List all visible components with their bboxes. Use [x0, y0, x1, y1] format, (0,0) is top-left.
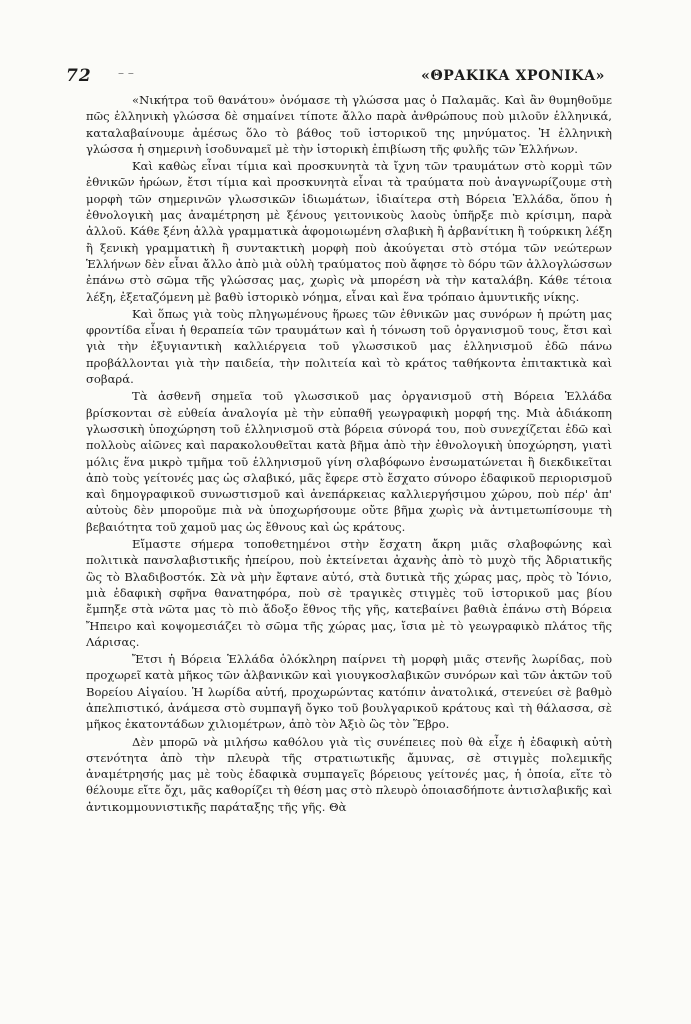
paragraph: Τὰ ἀσθενῆ σημεῖα τοῦ γλωσσικοῦ μας ὀργανισμοῦ στὴ Βόρεια Ἑλλάδα βρίσκονται σὲ εὐθεία ἀναλογία μὲ τὴν εὐπαθῆ γεωγραφικὴ μορφή της. Μιὰ ἀδιάκοπη γλωσσικὴ ὑποχώρηση τοῦ ἑλληνισμοῦ στὰ βόρεια σύνορά του, ποὺ συνεχίζεται ἐδῶ καὶ πολλοὺς αἰῶνες καὶ παρακολουθεῖται κατὰ βῆμα ἀπὸ τὴν ἐθνολογικὴ ὑποχώρηση, γιατὶ μόλις ἕνα μικρὸ τμῆμα τοῦ ἑλληνισμοῦ γίνη σλαβόφωνο ἐνσωματώνεται ἢ διεκδικεῖται ἀπὸ τοὺς γείτονές μας ὡς σλαβικό, μᾶς ἔφερε στὸ ἔσχατο σύνορο ἐδαφικοῦ περιορισμοῦ καὶ δημογραφικοῦ συνωστισμοῦ καὶ ἀνεπάρκειας καλλιεργήσιμου χώρου, ποὺ πέρ' ἀπ' αὐτοὺς δὲν μποροῦμε πιὰ νὰ ὑποχωρήσουμε οὔτε βῆμα χωρὶς νὰ ἀντιμετωπίσουμε τὴ βεβαιότητα τοῦ χαμοῦ μας ὡς ἔθνους καὶ ὡς κράτους.	[86, 389, 612, 534]
page-header	[66, 66, 605, 88]
paragraph: Δὲν μπορῶ νὰ μιλήσω καθόλου γιὰ τὶς συνέπειες ποὺ θὰ εἶχε ἡ ἐδαφικὴ αὐτὴ στενότητα ἀπὸ τὴν πλευρὰ τῆς στρατιωτικῆς ἄμυνας, σὲ στιγμὲς πολεμικῆς ἀναμέτρησής μας μὲ τοὺς ἐδαφικὰ συμπαγεῖς βόρειους γείτονές μας, ἡ ὁποία, εἴτε τὸ θέλουμε εἴτε ὄχι, μᾶς καθορίζει τὴ θέση μας στὸ πλευρὸ ὁποιασδήποτε ἀντισλαβικῆς καὶ ἀντικομμουνιστικῆς παράταξης τῆς γῆς. Θὰ	[86, 734, 612, 814]
paragraph: Καὶ καθὼς εἶναι τίμια καὶ προσκυνητὰ τὰ ἴχνη τῶν τραυμάτων στὸ κορμὶ τῶν ἐθνικῶν ἡρώων, ἔτσι τίμια καὶ προσκυνητὰ εἶναι τὰ τραύματα ποὺ ἀναγνωρίζουμε στὴ μορφὴ τῶν σημερινῶν γλωσσικῶν ἰδιωμάτων, ἰδιαίτερα στὴ Βόρεια Ἑλλάδα, ὅπου ἡ ἐθνολογικὴ μας ἀναμέτρηση μὲ ξένους γειτονικοὺς λαοὺς ὑπῆρξε πιὸ κρίσιμη, παρὰ ἀλλοῦ. Κάθε ξένη ἀλλὰ γραμματικὰ ἀφομοιωμένη σλαβικὴ ἢ ἀρβανίτικη ἢ τούρκικη λέξη ἢ ξενικὴ γραμματικὴ ἢ συντακτικὴ μορφὴ ποὺ ἀκούγεται στὸ στόμα τῶν νεώτερων Ἑλλήνων δὲν εἶναι ἄλλο ἀπὸ μιὰ οὐλὴ τραύματος ποὺ ἄφησε τὸ δόρυ τῶν ἀλλογλώσσων ἐπάνω στὸ σῶμα τῆς γλώσσας μας, χωρὶς νὰ μπορέση νὰ τὴν καταλάβη. Κάθε τέτοια λέξη, ἐξεταζόμενη μὲ βαθὺ ἱστορικὸ νόημα, εἶναι καὶ ἕνα τρόπαιο ἀμυντικῆς νίκης.	[86, 159, 612, 304]
paragraph: Καὶ ὅπως γιὰ τοὺς πληγωμένους ἥρωες τῶν ἐθνικῶν μας συνόρων ἡ πρώτη μας φροντίδα εἶναι ἡ θεραπεία τῶν τραυμάτων καὶ ἡ τόνωση τοῦ ὀργανισμοῦ τους, ἔτσι καὶ γιὰ τὴν ἐξυγιαντικὴ καλλιέργεια τοῦ γλωσσικοῦ μας ἑλληνισμοῦ ἐδῶ πάνω προβάλλονται γιὰ τὴν παιδεία, τὴν πολιτεία καὶ τὸ κράτος ταθήκοντα ἐπιτακτικὰ καὶ σοβαρά.	[86, 306, 612, 387]
page-number: 72	[66, 66, 92, 86]
paragraph: «Νικήτρα τοῦ θανάτου» ὀνόμασε τὴ γλώσσα μας ὁ Παλαμᾶς. Καὶ ἂν θυμηθοῦμε πῶς ἑλληνικὴ γλώσσα δὲ σημαίνει τίποτε ἄλλο παρὰ ἀνθρώπους ποὺ μιλοῦν ἑλληνικά, καταλαβαίνουμε ἀμέσως ὅλο τὸ βάθος τοῦ ἱστορικοῦ της μηνύματος. Ἡ ἑλληνικὴ γλώσσα ἡ σημερινὴ ἰσοδυναμεῖ μὲ τὴν ἱστορικὴ ἐπιβίωση τῆς φυλῆς τῶν Ἑλλήνων.	[86, 93, 612, 156]
paragraph: Εἴμαστε σήμερα τοποθετημένοι στὴν ἔσχατη ἄκρη μιᾶς σλαβοφώνης καὶ πολιτικὰ πανσλαβιστικῆς ἠπείρου, ποὺ ἐκτείνεται ἀχανὴς ἀπὸ τὸ μυχὸ τῆς Ἀδριατικῆς ὣς τὸ Βλαδιβοστόκ. Σὰ νὰ μὴν ἔφτανε αὐτό, στὰ δυτικὰ τῆς χώρας μας, πρὸς τὸ Ἰόνιο, μιὰ ἐδαφικὴ σφῆνα θανατηφόρα, ποὺ σὲ τραγικὲς στιγμὲς τοῦ ἱστορικοῦ μας βίου ἔμπηξε στὰ νῶτα μας τὸ πιὸ ἄδοξο ἔθνος τῆς γῆς, κατεβαίνει βαθιὰ ἐπάνω στὴ Βόρεια Ἤπειρο καὶ κοψομεσιάζει τὸ σῶμα τῆς χώρας μας, ἴσια μὲ τὸ γεωγραφικὸ πλάτος τῆς Λάρισας.	[86, 537, 612, 649]
header-dash-mark: – –	[118, 66, 134, 80]
paragraph: Ἔτσι ἡ Βόρεια Ἑλλάδα ὁλόκληρη παίρνει τὴ μορφὴ μιᾶς στενῆς λωρίδας, ποὺ προχωρεῖ κατὰ μῆκος τῶν ἀλβανικῶν καὶ γιουγκοσλαβικῶν συνόρων καὶ τῶν ἀκτῶν τοῦ Βορείου Αἰγαίου. Ἡ λωρίδα αὐτή, προχωρώντας κατόπιν ἀνατολικά, στενεύει σὲ βαθμὸ ἀπελπιστικό, ἀνάμεσα στὸ συμπαγῆ ὄγκο τοῦ βουλγαρικοῦ κράτους καὶ τὴ θάλασσα, σὲ μῆκος ἑκατοντάδων χιλιομέτρων, ἀπὸ τὸν Ἀξιὸ ὣς τὸν Ἕβρο.	[86, 652, 612, 732]
running-title: «ΘΡΑΚΙΚΑ ΧΡΟΝΙΚΑ»	[421, 68, 605, 84]
body-text	[86, 92, 612, 815]
